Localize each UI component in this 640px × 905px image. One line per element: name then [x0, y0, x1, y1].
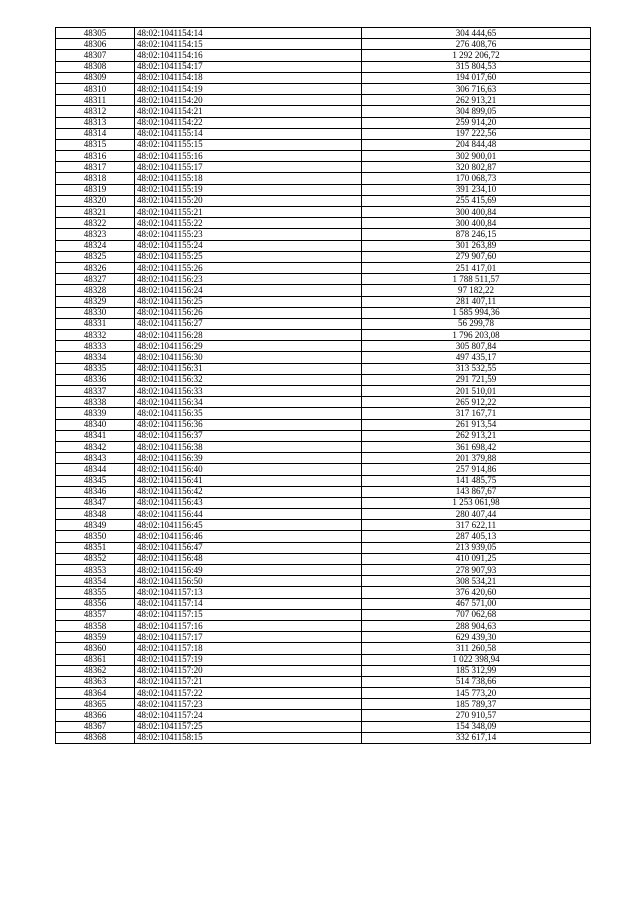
value-cell: 304 444,65: [362, 28, 591, 39]
row-number-cell: 48310: [56, 83, 135, 94]
value-cell: 265 912,22: [362, 397, 591, 408]
table-row: [56, 352, 591, 363]
cadastral-number-cell: 48:02:1041155:16: [135, 151, 362, 162]
cadastral-number-cell: 48:02:1041155:25: [135, 251, 362, 262]
table-row: [56, 620, 591, 631]
table-row: [56, 542, 591, 553]
cadastral-number-cell: 48:02:1041155:20: [135, 195, 362, 206]
cadastral-number-cell: 48:02:1041157:25: [135, 721, 362, 732]
row-number-cell: 48307: [56, 50, 135, 61]
cadastral-number-cell: 48:02:1041157:24: [135, 710, 362, 721]
row-number-cell: 48324: [56, 240, 135, 251]
value-cell: 308 534,21: [362, 576, 591, 587]
value-cell: 287 405,13: [362, 531, 591, 542]
value-cell: 317 167,71: [362, 408, 591, 419]
table-row: [56, 587, 591, 598]
value-cell: 629 439,30: [362, 632, 591, 643]
value-cell: 185 789,37: [362, 699, 591, 710]
table-row: [56, 475, 591, 486]
cadastral-number-cell: 48:02:1041154:22: [135, 117, 362, 128]
row-number-cell: 48331: [56, 318, 135, 329]
row-number-cell: 48314: [56, 128, 135, 139]
value-cell: 141 485,75: [362, 475, 591, 486]
table-row: [56, 732, 591, 743]
cadastral-number-cell: 48:02:1041156:50: [135, 576, 362, 587]
table-row: [56, 453, 591, 464]
table-row: [56, 632, 591, 643]
row-number-cell: 48308: [56, 61, 135, 72]
value-cell: 361 698,42: [362, 441, 591, 452]
row-number-cell: 48330: [56, 307, 135, 318]
table-row: [56, 83, 591, 94]
row-number-cell: 48334: [56, 352, 135, 363]
cadastral-number-cell: 48:02:1041154:15: [135, 39, 362, 50]
cadastral-number-cell: 48:02:1041154:20: [135, 95, 362, 106]
table-row: [56, 676, 591, 687]
table-row: [56, 665, 591, 676]
cadastral-number-cell: 48:02:1041156:35: [135, 408, 362, 419]
value-cell: 320 802,87: [362, 162, 591, 173]
table-row: [56, 486, 591, 497]
cadastral-number-cell: 48:02:1041156:44: [135, 509, 362, 520]
row-number-cell: 48323: [56, 229, 135, 240]
cadastral-number-cell: 48:02:1041156:25: [135, 296, 362, 307]
table-row: [56, 363, 591, 374]
table-row: [56, 262, 591, 273]
value-cell: 467 571,00: [362, 598, 591, 609]
row-number-cell: 48309: [56, 72, 135, 83]
table-row: [56, 229, 591, 240]
cadastral-number-cell: 48:02:1041156:36: [135, 419, 362, 430]
cadastral-number-cell: 48:02:1041157:21: [135, 676, 362, 687]
value-cell: 301 263,89: [362, 240, 591, 251]
value-cell: 317 622,11: [362, 520, 591, 531]
table-row: [56, 151, 591, 162]
row-number-cell: 48366: [56, 710, 135, 721]
table-row: [56, 520, 591, 531]
table-row: [56, 710, 591, 721]
table-row: [56, 374, 591, 385]
cadastral-number-cell: 48:02:1041157:14: [135, 598, 362, 609]
cadastral-number-cell: 48:02:1041154:16: [135, 50, 362, 61]
row-number-cell: 48347: [56, 497, 135, 508]
table-row: [56, 106, 591, 117]
row-number-cell: 48311: [56, 95, 135, 106]
cadastral-number-cell: 48:02:1041157:18: [135, 643, 362, 654]
cadastral-number-cell: 48:02:1041156:28: [135, 330, 362, 341]
cadastral-number-cell: 48:02:1041157:19: [135, 654, 362, 665]
value-cell: 1 585 994,36: [362, 307, 591, 318]
row-number-cell: 48365: [56, 699, 135, 710]
row-number-cell: 48362: [56, 665, 135, 676]
value-cell: 707 062,68: [362, 609, 591, 620]
cadastral-number-cell: 48:02:1041154:14: [135, 28, 362, 39]
row-number-cell: 48305: [56, 28, 135, 39]
row-number-cell: 48342: [56, 441, 135, 452]
cadastral-number-cell: 48:02:1041156:49: [135, 565, 362, 576]
row-number-cell: 48345: [56, 475, 135, 486]
row-number-cell: 48357: [56, 609, 135, 620]
cadastral-number-cell: 48:02:1041154:18: [135, 72, 362, 83]
row-number-cell: 48350: [56, 531, 135, 542]
cadastral-number-cell: 48:02:1041155:26: [135, 262, 362, 273]
row-number-cell: 48363: [56, 676, 135, 687]
cadastral-number-cell: 48:02:1041155:21: [135, 207, 362, 218]
cadastral-number-cell: 48:02:1041156:32: [135, 374, 362, 385]
cadastral-number-cell: 48:02:1041155:22: [135, 218, 362, 229]
cadastral-number-cell: 48:02:1041156:46: [135, 531, 362, 542]
cadastral-number-cell: 48:02:1041156:30: [135, 352, 362, 363]
cadastral-number-cell: 48:02:1041156:23: [135, 274, 362, 285]
value-cell: 259 914,20: [362, 117, 591, 128]
table-row: [56, 397, 591, 408]
value-cell: 1 292 206,72: [362, 50, 591, 61]
row-number-cell: 48343: [56, 453, 135, 464]
value-cell: 1 022 398,94: [362, 654, 591, 665]
cadastral-number-cell: 48:02:1041156:40: [135, 464, 362, 475]
cadastral-number-cell: 48:02:1041157:23: [135, 699, 362, 710]
row-number-cell: 48368: [56, 732, 135, 743]
cadastral-number-cell: 48:02:1041156:41: [135, 475, 362, 486]
table-row: [56, 408, 591, 419]
cadastral-number-cell: 48:02:1041157:13: [135, 587, 362, 598]
row-number-cell: 48356: [56, 598, 135, 609]
value-cell: 313 532,55: [362, 363, 591, 374]
value-cell: 278 907,93: [362, 565, 591, 576]
value-cell: 194 017,60: [362, 72, 591, 83]
value-cell: 497 435,17: [362, 352, 591, 363]
cadastral-number-cell: 48:02:1041156:27: [135, 318, 362, 329]
row-number-cell: 48344: [56, 464, 135, 475]
value-cell: 288 904,63: [362, 620, 591, 631]
value-cell: 197 222,56: [362, 128, 591, 139]
row-number-cell: 48316: [56, 151, 135, 162]
table-row: [56, 553, 591, 564]
row-number-cell: 48322: [56, 218, 135, 229]
cadastral-number-cell: 48:02:1041156:39: [135, 453, 362, 464]
row-number-cell: 48348: [56, 509, 135, 520]
table-row: [56, 128, 591, 139]
table-row: [56, 509, 591, 520]
table-row: [56, 643, 591, 654]
row-number-cell: 48313: [56, 117, 135, 128]
table-row: [56, 251, 591, 262]
row-number-cell: 48335: [56, 363, 135, 374]
value-cell: 304 899,05: [362, 106, 591, 117]
value-cell: 143 867,67: [362, 486, 591, 497]
row-number-cell: 48325: [56, 251, 135, 262]
table-row: [56, 72, 591, 83]
cadastral-number-cell: 48:02:1041154:17: [135, 61, 362, 72]
value-cell: 281 407,11: [362, 296, 591, 307]
table-row: [56, 609, 591, 620]
row-number-cell: 48355: [56, 587, 135, 598]
value-cell: 1 253 061,98: [362, 497, 591, 508]
cadastral-number-cell: 48:02:1041156:47: [135, 542, 362, 553]
row-number-cell: 48354: [56, 576, 135, 587]
cadastral-number-cell: 48:02:1041156:43: [135, 497, 362, 508]
table-row: [56, 531, 591, 542]
value-cell: 204 844,48: [362, 139, 591, 150]
table-row: [56, 95, 591, 106]
value-cell: 311 260,58: [362, 643, 591, 654]
cadastral-number-cell: 48:02:1041157:15: [135, 609, 362, 620]
row-number-cell: 48312: [56, 106, 135, 117]
cadastral-number-cell: 48:02:1041155:23: [135, 229, 362, 240]
table-row: [56, 39, 591, 50]
value-cell: 270 910,57: [362, 710, 591, 721]
cadastral-number-cell: 48:02:1041157:17: [135, 632, 362, 643]
table-body: [56, 28, 591, 744]
cadastral-number-cell: 48:02:1041155:17: [135, 162, 362, 173]
table-row: [56, 307, 591, 318]
row-number-cell: 48319: [56, 184, 135, 195]
row-number-cell: 48351: [56, 542, 135, 553]
cadastral-number-cell: 48:02:1041156:24: [135, 285, 362, 296]
table-row: [56, 654, 591, 665]
cadastral-number-cell: 48:02:1041156:38: [135, 441, 362, 452]
cadastral-number-cell: 48:02:1041157:16: [135, 620, 362, 631]
row-number-cell: 48321: [56, 207, 135, 218]
value-cell: 376 420,60: [362, 587, 591, 598]
value-cell: 170 068,73: [362, 173, 591, 184]
row-number-cell: 48338: [56, 397, 135, 408]
cadastral-number-cell: 48:02:1041155:24: [135, 240, 362, 251]
cadastral-number-cell: 48:02:1041155:19: [135, 184, 362, 195]
value-cell: 410 091,25: [362, 553, 591, 564]
value-cell: 251 417,01: [362, 262, 591, 273]
row-number-cell: 48329: [56, 296, 135, 307]
table-row: [56, 207, 591, 218]
value-cell: 878 246,15: [362, 229, 591, 240]
table-row: [56, 386, 591, 397]
value-cell: 1 788 511,57: [362, 274, 591, 285]
cadastral-number-cell: 48:02:1041155:18: [135, 173, 362, 184]
row-number-cell: 48318: [56, 173, 135, 184]
table-row: [56, 441, 591, 452]
table-row: [56, 61, 591, 72]
cadastral-number-cell: 48:02:1041156:48: [135, 553, 362, 564]
cadastral-number-cell: 48:02:1041157:22: [135, 688, 362, 699]
table-row: [56, 184, 591, 195]
row-number-cell: 48320: [56, 195, 135, 206]
row-number-cell: 48326: [56, 262, 135, 273]
table-row: [56, 430, 591, 441]
table-row: [56, 195, 591, 206]
value-cell: 280 407,44: [362, 509, 591, 520]
table-row: [56, 576, 591, 587]
cadastral-number-cell: 48:02:1041157:20: [135, 665, 362, 676]
cadastral-number-cell: 48:02:1041156:42: [135, 486, 362, 497]
value-cell: 306 716,63: [362, 83, 591, 94]
value-cell: 391 234,10: [362, 184, 591, 195]
value-cell: 291 721,59: [362, 374, 591, 385]
table-row: [56, 162, 591, 173]
table-row: [56, 464, 591, 475]
row-number-cell: 48349: [56, 520, 135, 531]
cadastral-number-cell: 48:02:1041156:37: [135, 430, 362, 441]
cadastral-value-table: [55, 27, 591, 744]
cadastral-number-cell: 48:02:1041155:15: [135, 139, 362, 150]
row-number-cell: 48333: [56, 341, 135, 352]
row-number-cell: 48360: [56, 643, 135, 654]
value-cell: 279 907,60: [362, 251, 591, 262]
cadastral-number-cell: 48:02:1041156:33: [135, 386, 362, 397]
table-row: [56, 721, 591, 732]
row-number-cell: 48352: [56, 553, 135, 564]
row-number-cell: 48337: [56, 386, 135, 397]
cadastral-number-cell: 48:02:1041156:31: [135, 363, 362, 374]
value-cell: 185 312,99: [362, 665, 591, 676]
row-number-cell: 48306: [56, 39, 135, 50]
cadastral-number-cell: 48:02:1041154:21: [135, 106, 362, 117]
table-row: [56, 330, 591, 341]
table-row: [56, 565, 591, 576]
value-cell: 315 804,53: [362, 61, 591, 72]
table-row: [56, 173, 591, 184]
table-row: [56, 274, 591, 285]
row-number-cell: 48340: [56, 419, 135, 430]
table-row: [56, 28, 591, 39]
row-number-cell: 48339: [56, 408, 135, 419]
cadastral-number-cell: 48:02:1041156:45: [135, 520, 362, 531]
row-number-cell: 48346: [56, 486, 135, 497]
value-cell: 261 913,54: [362, 419, 591, 430]
cadastral-number-cell: 48:02:1041156:34: [135, 397, 362, 408]
value-cell: 302 900,01: [362, 151, 591, 162]
value-cell: 1 796 203,08: [362, 330, 591, 341]
row-number-cell: 48317: [56, 162, 135, 173]
value-cell: 97 182,22: [362, 285, 591, 296]
row-number-cell: 48328: [56, 285, 135, 296]
table-row: [56, 699, 591, 710]
table-row: [56, 218, 591, 229]
table-row: [56, 296, 591, 307]
value-cell: 154 348,09: [362, 721, 591, 732]
row-number-cell: 48353: [56, 565, 135, 576]
table-row: [56, 139, 591, 150]
value-cell: 201 379,88: [362, 453, 591, 464]
table-row: [56, 419, 591, 430]
value-cell: 145 773,20: [362, 688, 591, 699]
cadastral-number-cell: 48:02:1041158:15: [135, 732, 362, 743]
row-number-cell: 48358: [56, 620, 135, 631]
value-cell: 514 738,66: [362, 676, 591, 687]
cadastral-number-cell: 48:02:1041155:14: [135, 128, 362, 139]
table-row: [56, 117, 591, 128]
row-number-cell: 48341: [56, 430, 135, 441]
table-row: [56, 341, 591, 352]
row-number-cell: 48361: [56, 654, 135, 665]
cadastral-number-cell: 48:02:1041156:29: [135, 341, 362, 352]
row-number-cell: 48336: [56, 374, 135, 385]
value-cell: 276 408,76: [362, 39, 591, 50]
row-number-cell: 48332: [56, 330, 135, 341]
value-cell: 262 913,21: [362, 430, 591, 441]
table-row: [56, 497, 591, 508]
value-cell: 213 939,05: [362, 542, 591, 553]
row-number-cell: 48367: [56, 721, 135, 732]
value-cell: 255 415,69: [362, 195, 591, 206]
row-number-cell: 48327: [56, 274, 135, 285]
table-row: [56, 688, 591, 699]
cadastral-number-cell: 48:02:1041154:19: [135, 83, 362, 94]
row-number-cell: 48364: [56, 688, 135, 699]
table-row: [56, 50, 591, 61]
table-row: [56, 598, 591, 609]
value-cell: 332 617,14: [362, 732, 591, 743]
row-number-cell: 48359: [56, 632, 135, 643]
value-cell: 56 299,78: [362, 318, 591, 329]
value-cell: 300 400,84: [362, 218, 591, 229]
table-row: [56, 318, 591, 329]
row-number-cell: 48315: [56, 139, 135, 150]
table-row: [56, 240, 591, 251]
table-row: [56, 285, 591, 296]
cadastral-number-cell: 48:02:1041156:26: [135, 307, 362, 318]
value-cell: 305 807,84: [362, 341, 591, 352]
value-cell: 262 913,21: [362, 95, 591, 106]
value-cell: 257 914,86: [362, 464, 591, 475]
value-cell: 300 400,84: [362, 207, 591, 218]
value-cell: 201 510,01: [362, 386, 591, 397]
